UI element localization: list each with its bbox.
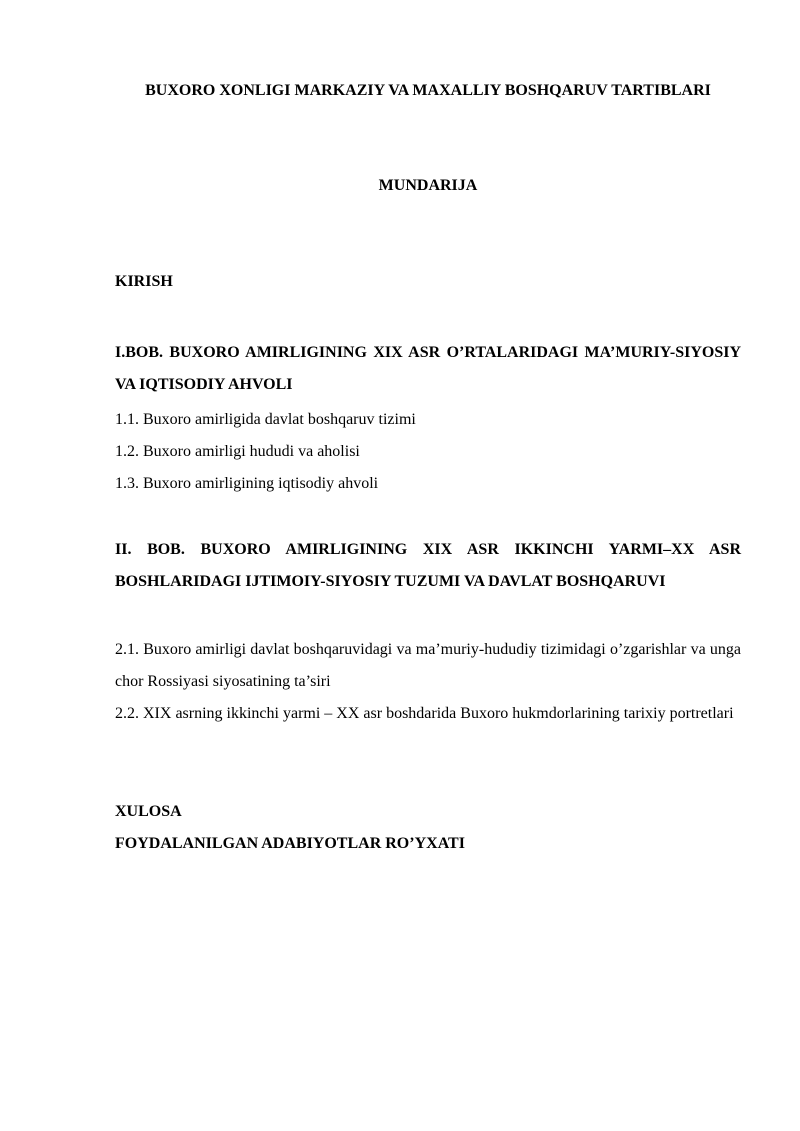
contents-heading: MUNDARIJA xyxy=(378,177,478,194)
toc-item-1-2: 1.2. Buxoro amirligi hududi va aholisi xyxy=(115,443,360,460)
toc-references: FOYDALANILGAN ADABIYOTLAR RO’YXATI xyxy=(115,835,465,852)
toc-chapter-2-heading: II. BOB. BUXORO AMIRLIGINING XIX ASR IKKINCHI YARMI–XX ASR BOSHLARIDAGI IJTIMOIY-SIYOSIY TUZUMI VA DAVLAT BOSHQARUVI xyxy=(115,541,741,590)
toc-chapter-1-heading: I.BOB. BUXORO AMIRLIGINING XIX ASR O’RTALARIDAGI MA’MURIY-SIYOSIY VA IQTISODIY AHVOLI xyxy=(115,344,741,393)
toc-item-2-1: 2.1. Buxoro amirligi davlat boshqaruvidagi va ma’muriy-hududiy tizimidagi o’zgarishlar va unga chor Rossiyasi siyosatining ta’siri xyxy=(115,641,741,690)
toc-item-1-3: 1.3. Buxoro amirligining iqtisodiy ahvoli xyxy=(115,475,379,492)
toc-item-2-2: 2.2. XIX asrning ikkinchi yarmi – XX asr boshdarida Buxoro hukmdorlarining tarixiy portretlari xyxy=(115,705,734,722)
toc-item-1-1: 1.1. Buxoro amirligida davlat boshqaruv tizimi xyxy=(115,411,416,428)
toc-conclusion: XULOSA xyxy=(115,803,182,820)
toc-intro: KIRISH xyxy=(115,273,173,290)
document-title: BUXORO XONLIGI MARKAZIY VA MAXALLIY BOSHQARUV TARTIBLARI xyxy=(145,82,711,99)
toc-chapter-1-list xyxy=(115,404,741,500)
